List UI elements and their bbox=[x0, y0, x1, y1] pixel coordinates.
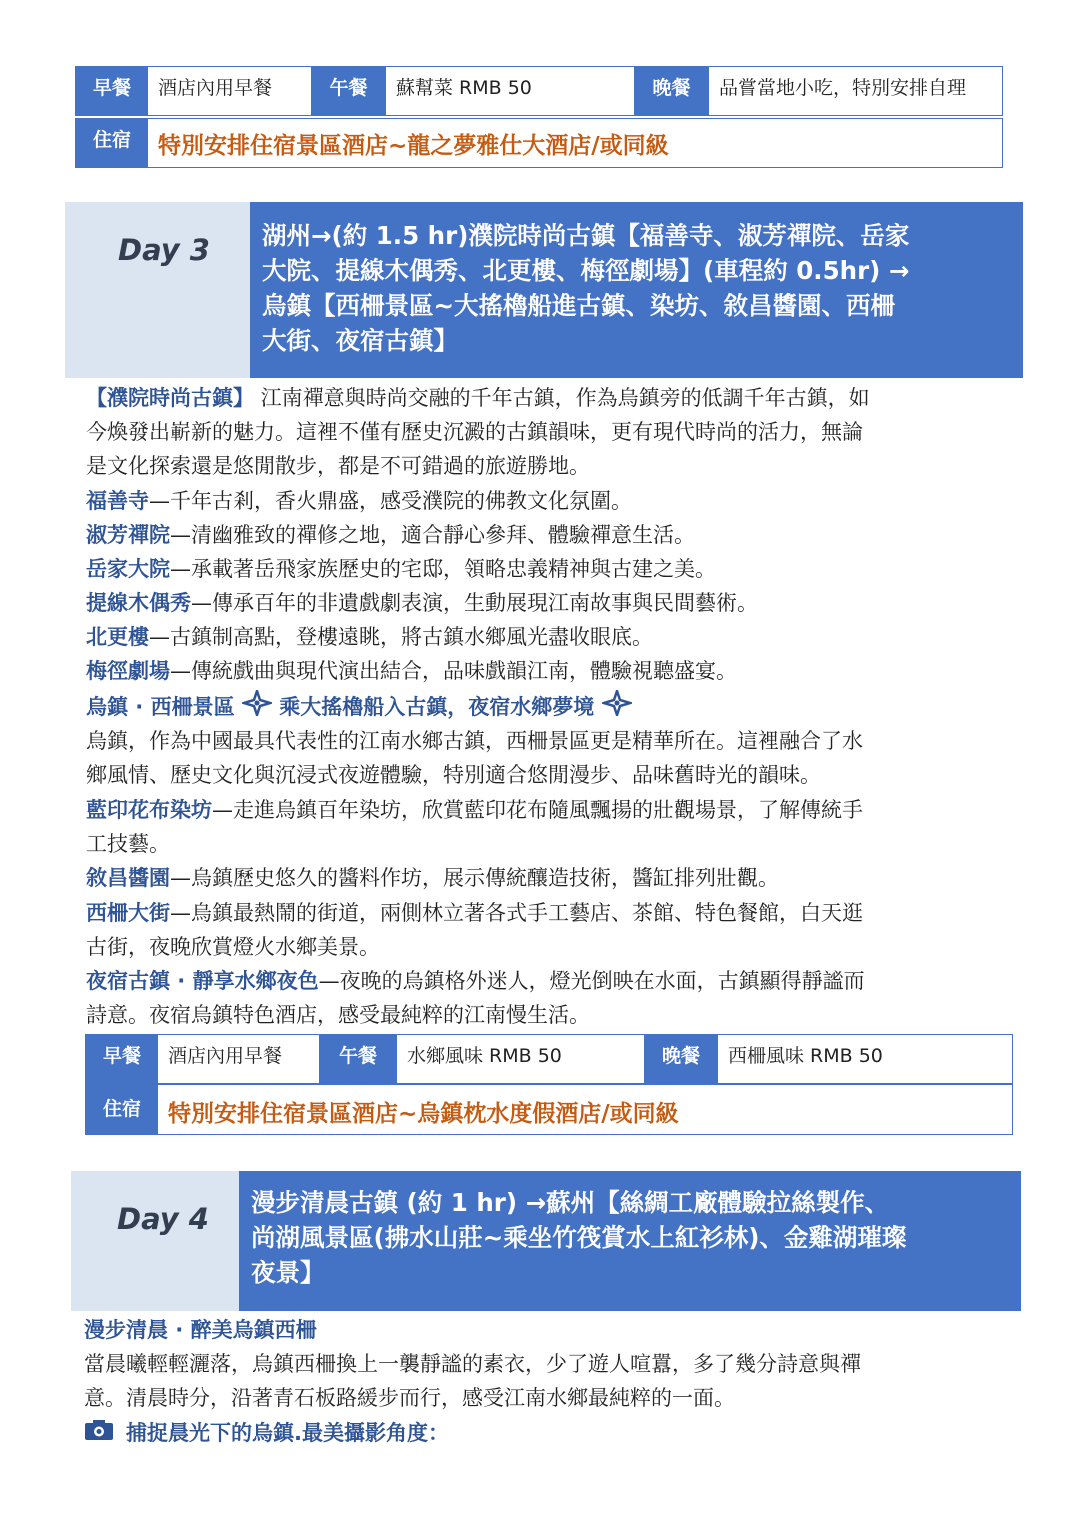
dinner-value: 西柵風味 RMB 50 bbox=[728, 1045, 883, 1067]
night-desc: —夜晚的烏鎮格外迷人，燈光倒映在水面，古鎮顯得靜謐而 bbox=[318, 969, 865, 993]
lunch-label: 午餐 bbox=[311, 67, 386, 115]
dye-item bbox=[86, 793, 863, 827]
wuzhen-line: 烏鎮，作為中國最具代表性的江南水鄉古鎮，西柵景區更是精華所在。這裡融合了水 bbox=[86, 729, 863, 753]
dye-name: 藍印花布染坊 bbox=[86, 798, 212, 822]
attraction-name: 淑芳禪院 bbox=[86, 523, 170, 547]
sauce-desc: —烏鎮歷史悠久的醬料作坊，展示傳統釀造技術，醬缸排列壯觀。 bbox=[170, 866, 779, 890]
lunch-label: 午餐 bbox=[319, 1035, 397, 1083]
wuzhen-line: 鄉風情、歷史文化與沉浸式夜遊體驗，特別適合悠閒漫步、品味舊時光的韻味。 bbox=[86, 763, 821, 787]
lunch-value: 蘇幫菜 RMB 50 bbox=[396, 77, 532, 99]
camera-icon bbox=[84, 1417, 114, 1451]
hotel-row-1 bbox=[75, 118, 1003, 168]
dye-desc: —走進烏鎮百年染坊，欣賞藍印花布隨風飄揚的壯觀場景，了解傳統手 bbox=[212, 798, 863, 822]
dinner-label: 晚餐 bbox=[644, 1035, 718, 1083]
day3-label-box bbox=[65, 202, 250, 378]
street-desc: —烏鎮最熱鬧的街道，兩側林立著各式手工藝店、茶館、特色餐館，白天逛 bbox=[170, 901, 863, 925]
day3-title-line: 大街、夜宿古鎮】 bbox=[262, 326, 458, 355]
day4-title-line: 漫步清晨古鎮 (約 1 hr) →蘇州【絲綢工廠體驗拉絲製作、 bbox=[251, 1188, 890, 1217]
meal-row-2 bbox=[85, 1034, 1013, 1084]
breakfast-value: 酒店內用早餐 bbox=[158, 77, 273, 99]
photo-heading bbox=[84, 1416, 449, 1451]
day4-title-line: 尚湖風景區(拂水山莊~乘坐竹筏賞水上紅衫林)、金雞湖璀璨 bbox=[251, 1223, 907, 1252]
sparkle-icon bbox=[602, 690, 632, 726]
breakfast-label: 早餐 bbox=[86, 1035, 158, 1083]
hotel-label: 住宿 bbox=[86, 1085, 158, 1134]
breakfast-value: 酒店內用早餐 bbox=[168, 1045, 283, 1067]
day3-label: Day 3 bbox=[118, 233, 210, 267]
attraction-item bbox=[86, 518, 695, 552]
night-item bbox=[86, 964, 865, 998]
hotel-value: 特別安排住宿景區酒店~烏鎮枕水度假酒店/或同級 bbox=[168, 1101, 679, 1127]
street-item bbox=[86, 896, 863, 930]
morning-heading: 漫步清晨 · 醉美烏鎮西柵 bbox=[84, 1318, 317, 1342]
intro-line bbox=[86, 381, 870, 415]
dinner-label: 晚餐 bbox=[634, 67, 709, 115]
hotel-label: 住宿 bbox=[76, 119, 148, 167]
attraction-item bbox=[86, 586, 758, 620]
attraction-name: 北更樓 bbox=[86, 625, 149, 649]
attraction-item bbox=[86, 620, 653, 654]
intro-line: 今煥發出嶄新的魅力。這裡不僅有歷史沉澱的古鎮韻味，更有現代時尚的活力，無論 bbox=[86, 420, 863, 444]
attraction-desc: —清幽雅致的禪修之地，適合靜心參拜、體驗禪意生活。 bbox=[170, 523, 695, 547]
breakfast-label: 早餐 bbox=[76, 67, 148, 115]
attraction-desc: —古鎮制高點，登樓遠眺，將古鎮水鄉風光盡收眼底。 bbox=[149, 625, 653, 649]
dinner-value: 品嘗當地小吃，特別安排自理 bbox=[719, 77, 967, 99]
sauce-name: 敘昌醬園 bbox=[86, 866, 170, 890]
hotel-row-2 bbox=[85, 1084, 1013, 1135]
wuzhen-heading-a: 烏鎮 · 西柵景區 bbox=[86, 695, 235, 719]
morning-line: 意。清晨時分，沿著青石板路緩步而行，感受江南水鄉最純粹的一面。 bbox=[84, 1386, 735, 1410]
street-name: 西柵大街 bbox=[86, 901, 170, 925]
day4-label-box bbox=[71, 1171, 239, 1311]
night-name: 夜宿古鎮 · 靜享水鄉夜色 bbox=[86, 969, 319, 993]
intro-heading: 【濮院時尚古鎮】 bbox=[86, 386, 254, 410]
day3-title bbox=[250, 202, 1023, 378]
attraction-name: 提線木偶秀 bbox=[86, 591, 191, 615]
attraction-desc: —承載著岳飛家族歷史的宅邸，領略忠義精神與古建之美。 bbox=[170, 557, 716, 581]
day4-title bbox=[239, 1171, 1021, 1311]
meal-row-1 bbox=[75, 66, 1003, 116]
attraction-item bbox=[86, 552, 716, 586]
day4-title-line: 夜景】 bbox=[251, 1258, 325, 1287]
day4-label: Day 4 bbox=[117, 1202, 209, 1236]
morning-line: 當晨曦輕輕灑落，烏鎮西柵換上一襲靜謐的素衣，少了遊人喧囂，多了幾分詩意與禪 bbox=[84, 1352, 861, 1376]
attraction-item bbox=[86, 654, 737, 688]
attraction-desc: —傳承百年的非遺戲劇表演，生動展現江南故事與民間藝術。 bbox=[191, 591, 758, 615]
lunch-value: 水鄉風味 RMB 50 bbox=[407, 1045, 562, 1067]
wuzhen-heading-b: 乘大搖櫓船入古鎮，夜宿水鄉夢境 bbox=[279, 695, 595, 719]
day3-title-line: 大院、提線木偶秀、北更樓、梅徑劇場】(車程約 0.5hr) → bbox=[262, 256, 910, 285]
photo-heading-text: 捕捉晨光下的烏鎮.最美攝影角度： bbox=[126, 1421, 449, 1445]
attraction-name: 福善寺 bbox=[86, 489, 149, 513]
intro-text: 江南禪意與時尚交融的千年古鎮，作為烏鎮旁的低調千年古鎮，如 bbox=[254, 386, 870, 410]
hotel-value: 特別安排住宿景區酒店~龍之夢雅仕大酒店/或同級 bbox=[158, 133, 669, 159]
day3-title-line: 烏鎮【西柵景區~大搖櫓船進古鎮、染坊、敘昌醬園、西柵 bbox=[262, 291, 896, 320]
dye-desc-cont: 工技藝。 bbox=[86, 832, 170, 856]
sparkle-icon bbox=[242, 690, 272, 726]
intro-line: 是文化探索還是悠閒散步，都是不可錯過的旅遊勝地。 bbox=[86, 454, 590, 478]
street-desc-cont: 古街，夜晚欣賞燈火水鄉美景。 bbox=[86, 935, 380, 959]
wuzhen-heading bbox=[86, 690, 632, 726]
attraction-desc: —千年古剎，香火鼎盛，感受濮院的佛教文化氛圍。 bbox=[149, 489, 632, 513]
attraction-desc: —傳統戲曲與現代演出結合，品味戲韻江南，體驗視聽盛宴。 bbox=[170, 659, 737, 683]
attraction-name: 梅徑劇場 bbox=[86, 659, 170, 683]
night-desc-cont: 詩意。夜宿烏鎮特色酒店，感受最純粹的江南慢生活。 bbox=[86, 1003, 590, 1027]
sauce-item bbox=[86, 861, 779, 895]
attraction-name: 岳家大院 bbox=[86, 557, 170, 581]
attraction-item bbox=[86, 484, 632, 518]
day3-title-line: 湖州→(約 1.5 hr)濮院時尚古鎮【福善寺、淑芳禪院、岳家 bbox=[262, 221, 910, 250]
